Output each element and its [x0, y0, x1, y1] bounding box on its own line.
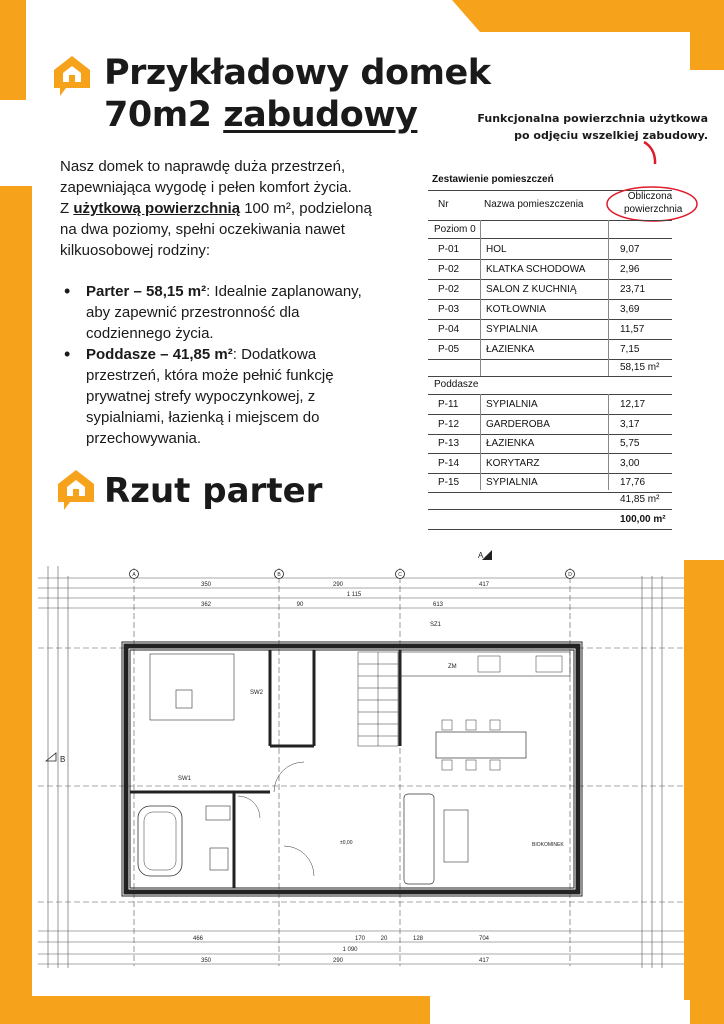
- decor-top-stripe: [452, 0, 724, 32]
- plan-label-sw2: SW2: [250, 690, 264, 696]
- table-row-area: 2,96: [620, 264, 640, 275]
- table-row-divider: [428, 299, 672, 300]
- title-line-1: Przykładowy domek: [104, 53, 491, 93]
- table-col-area-2: powierzchnia: [624, 204, 683, 215]
- dim-bot-total: 1 090: [342, 947, 358, 953]
- table-row-area: 11,57: [620, 324, 645, 335]
- page-title: [104, 52, 491, 136]
- table-row-nr: P-02: [438, 264, 460, 275]
- bathtub: [138, 806, 182, 876]
- axis-label-b: B: [277, 572, 281, 578]
- stairs: [358, 652, 398, 746]
- bullet-parter-l2: aby zapewnić przestronność dla: [86, 304, 300, 321]
- callout-circle-icon: [604, 184, 700, 224]
- hob: [536, 656, 562, 672]
- table-row-nr: P-01: [438, 244, 460, 255]
- section-a-marker-icon: [482, 550, 492, 560]
- bullet-poddasze-bold: Poddasze – 41,85 m²: [86, 346, 233, 363]
- table-row-divider: [428, 453, 672, 454]
- table-row-name: KLATKA SCHODOWA: [486, 264, 586, 275]
- table-row-area: 3,17: [620, 418, 640, 430]
- axis-label-a: A: [132, 572, 136, 578]
- title-line-2-underlined: zabudowy: [223, 95, 418, 135]
- table-sum-0: 58,15 m²: [620, 362, 660, 373]
- intro-line-5: kilkuosobowej rodziny:: [60, 242, 211, 259]
- decor-left-top-stripe: [0, 0, 26, 100]
- table-row-area: 17,76: [620, 477, 646, 488]
- table-row-area: 7,15: [620, 344, 640, 355]
- dim-bot-1-b: 170: [354, 936, 366, 942]
- bullet-parter-bold: Parter – 58,15 m²: [86, 283, 207, 300]
- plan-label-zm: ZM: [448, 664, 457, 670]
- table-col-area-1: Obliczona: [627, 191, 673, 202]
- sink: [210, 848, 228, 870]
- axis-label-c: C: [398, 572, 402, 578]
- kitchen-counter: [400, 652, 570, 676]
- intro-line-1: Nasz domek to naprawdę duża przestrzeń,: [60, 158, 346, 175]
- table-row-divider: [428, 414, 672, 415]
- table-title: Zestawienie pomieszczeń: [432, 174, 554, 185]
- section-mark-b: B: [60, 755, 66, 764]
- decor-right-stripe: [684, 560, 724, 1000]
- section-mark-a: A: [478, 551, 484, 560]
- table-row-divider: [428, 319, 672, 320]
- table-row-area: 3,00: [620, 457, 640, 469]
- table-row-nr: P-04: [438, 324, 460, 335]
- dim-bot-1-a: 466: [192, 936, 204, 942]
- table-col-nr: Nr: [438, 199, 449, 210]
- coffee-table: [444, 810, 468, 862]
- plan-label-biokominek: BIOKOMINEK: [532, 842, 564, 848]
- bullet-parter-l1: : Idealnie zaplanowany,: [206, 283, 362, 300]
- table-row-divider: [428, 492, 672, 493]
- table-row-divider: [428, 279, 672, 280]
- intro-line-4: na dwa poziomy, spełni oczekiwania nawet: [60, 221, 345, 238]
- dim-top-1-a: 350: [200, 582, 212, 588]
- table-row-nr: P-11: [438, 399, 459, 410]
- table-row-nr: P-12: [438, 418, 460, 430]
- table-row-area: 12,17: [620, 399, 646, 410]
- table-row-nr: P-02: [438, 284, 460, 295]
- dim-top-2-c: 613: [432, 602, 444, 608]
- table-row-divider: [428, 359, 672, 360]
- callout-line-1: Funkcjonalna powierzchnia użytkowa: [477, 112, 708, 125]
- title-line-2-plain: 70m2: [104, 95, 224, 135]
- table-level-0: Poziom 0: [434, 224, 476, 235]
- table-row-name: ŁAZIENKA: [486, 438, 535, 449]
- table-row-name: SYPIALNIA: [486, 324, 538, 335]
- dim-top-2-b: 90: [296, 602, 304, 608]
- table-row-name: GARDEROBA: [486, 418, 550, 430]
- decor-top-right-stripe: [690, 30, 724, 70]
- intro-line-3: [60, 198, 412, 219]
- dim-bot-1-d: 128: [412, 936, 424, 942]
- dim-bot-2-b: 290: [332, 958, 344, 964]
- intro-line-2: zapewniająca wygodę i pełen komfort życia.: [60, 179, 352, 196]
- dim-bot-1-e: 704: [478, 936, 490, 942]
- table-row-name: HOL: [486, 244, 507, 255]
- bullet-parter: [86, 281, 406, 344]
- room-table: [424, 164, 683, 532]
- table-row-divider: [428, 339, 672, 340]
- bullet-poddasze-l4: sypialniami, łazienką i miejscem do: [86, 409, 320, 426]
- floor-plan: [38, 551, 684, 968]
- table-row-nr: P-03: [438, 304, 460, 315]
- house-logo-icon: [56, 468, 96, 512]
- table-row-area: 5,75: [620, 438, 640, 449]
- bullet-poddasze-l3: prywatnej strefy wypoczynkowej, z: [86, 388, 316, 405]
- bullet-parter-l3: codziennego życia.: [86, 325, 214, 342]
- table-row-name: SYPIALNIA: [486, 399, 538, 410]
- section-b-marker-icon: [46, 753, 56, 761]
- dim-bot-2-a: 350: [200, 958, 212, 964]
- plan-label-sz1: SZ1: [430, 622, 442, 628]
- table-row-nr: P-14: [438, 457, 460, 469]
- dim-top-total: 1 115: [346, 592, 362, 598]
- bed: [150, 654, 234, 720]
- table-row-divider: [428, 259, 672, 260]
- table-row-divider: [428, 473, 672, 474]
- decor-bottom-right-stripe: [690, 976, 724, 1024]
- table-row-divider: [428, 434, 672, 435]
- table-row-area: 3,69: [620, 304, 640, 315]
- bullet-poddasze-l2: przestrzeń, która może pełnić funkcję: [86, 367, 334, 384]
- table-total: 100,00 m²: [620, 514, 666, 525]
- house-logo-icon: [52, 54, 92, 98]
- dim-top-2-a: 362: [200, 602, 212, 608]
- plan-label-sw1: SW1: [178, 776, 192, 782]
- table-row-name: SALON Z KUCHNIĄ: [486, 284, 577, 295]
- dim-bot-2-c: 417: [478, 958, 490, 964]
- table-row-name: KOTŁOWNIA: [486, 304, 547, 315]
- section-title: Rzut parter: [104, 471, 323, 511]
- bullet-poddasze-l1: : Dodatkowa: [232, 346, 317, 363]
- table-col-name: Nazwa pomieszczenia: [484, 199, 584, 210]
- table-row-nr: P-13: [438, 438, 460, 449]
- table-row-nr: P-15: [438, 477, 460, 488]
- intro-line-3-pre: Z: [60, 200, 74, 217]
- dim-bot-1-c: 20: [380, 936, 388, 942]
- table-row-name: SYPIALNIA: [486, 477, 538, 488]
- intro-usable-area: użytkową powierzchnią: [73, 200, 241, 217]
- table-row-nr: P-05: [438, 344, 460, 355]
- callout-line-2: po odjęciu wszelkiej zabudowy.: [514, 129, 708, 142]
- table-level-1: Poddasze: [434, 379, 479, 390]
- sofa: [404, 794, 434, 884]
- decor-bottom-stripe: [0, 996, 430, 1024]
- bullet-poddasze-l5: przechowywania.: [86, 430, 202, 447]
- intro-line-3-post: 100 m², podzieloną: [240, 200, 372, 217]
- table-row-area: 9,07: [620, 244, 640, 255]
- dim-top-1-c: 417: [478, 582, 490, 588]
- exterior-walls: [126, 646, 578, 892]
- dim-top-1-b: 290: [332, 582, 344, 588]
- table-row-name: ŁAZIENKA: [486, 344, 535, 355]
- title-line-2: [104, 94, 491, 136]
- decor-left-stripe: [0, 186, 32, 1024]
- intro-text: [60, 156, 412, 261]
- plan-label-level: ±0,00: [340, 840, 353, 846]
- bullet-poddasze: [86, 344, 406, 449]
- axis-label-d: D: [568, 572, 572, 578]
- table-row-area: 23,71: [620, 284, 646, 295]
- table-row-name: KORYTARZ: [486, 457, 540, 469]
- table-sum-1: 41,85 m²: [620, 494, 660, 505]
- dining-table: [436, 732, 526, 758]
